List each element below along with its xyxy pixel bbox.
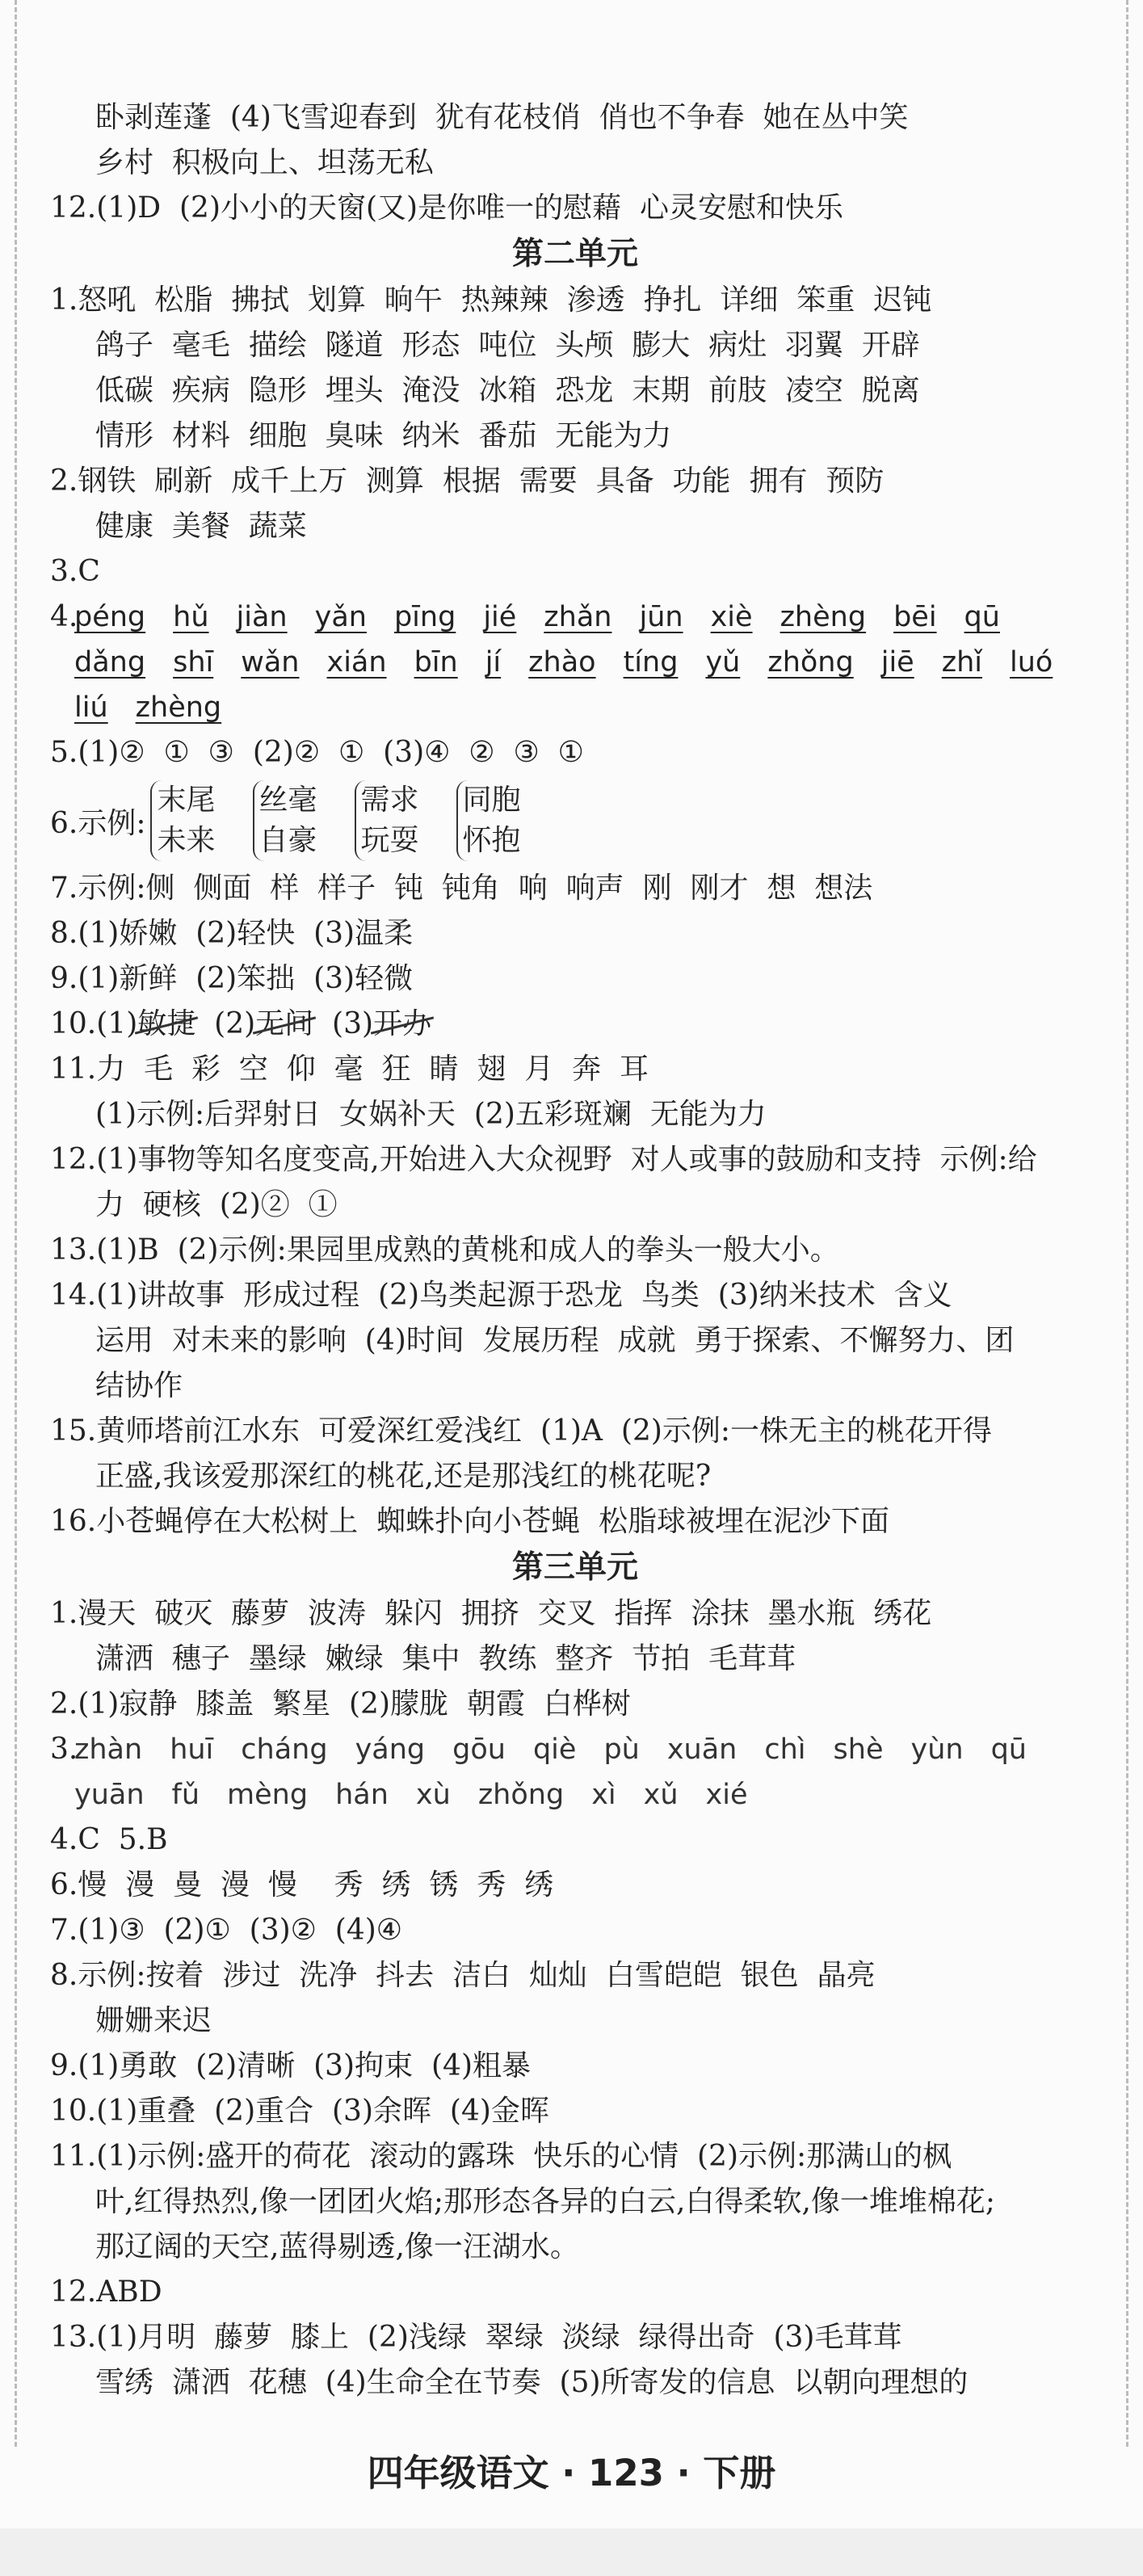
pinyin-row xyxy=(74,1772,1054,1817)
answer-line: 潇洒 穗子 墨绿 嫩绿 集中 教练 整齐 节拍 毛茸茸 xyxy=(95,1642,796,1675)
q6-word: 玩耍 xyxy=(360,824,419,857)
pinyin-syllable: yùn xyxy=(910,1733,964,1766)
q10-sep-1: (2) xyxy=(195,1007,256,1040)
answer-line: 13.(1)月明 藤萝 膝上 (2)浅绿 翠绿 淡绿 绿得出奇 (3)毛茸茸 xyxy=(50,2321,902,2354)
answer-line: 12.(1)D (2)小小的天窗(又)是你唯一的慰藉 心灵安慰和快乐 xyxy=(50,191,843,225)
q6-word: 怀抱 xyxy=(462,824,521,857)
answer-line: 雪绣 潇洒 花穗 (4)生命全在节奏 (5)所寄发的信息 以朝向理想的 xyxy=(95,2366,969,2399)
q10-answer-2: 无间 xyxy=(255,1002,313,1047)
pinyin-syllable: shè xyxy=(833,1733,884,1766)
answer-key-content xyxy=(50,95,1100,2406)
q3-label: 3. xyxy=(50,1733,78,1766)
pinyin-syllable: zhèng xyxy=(135,691,222,724)
answer-line: 正盛,我该爱那深红的桃花,还是那浅红的桃花呢? xyxy=(95,1460,712,1493)
pinyin-syllable: tíng xyxy=(623,646,679,679)
q6-brace-groups xyxy=(150,780,557,861)
pinyin-syllable: chì xyxy=(764,1733,806,1766)
answer-line: 10.(1)重叠 (2)重合 (3)余晖 (4)金晖 xyxy=(50,2095,549,2128)
pinyin-syllable: xián xyxy=(326,646,387,679)
answer-line: 健康 美餐 蔬菜 xyxy=(95,510,307,543)
pinyin-syllable: jié xyxy=(483,601,517,633)
q3-pinyin-rows xyxy=(74,1727,1054,1817)
answer-line: 16.小苍蝇停在大松树上 蜘蛛扑向小苍蝇 松脂球被埋在泥沙下面 xyxy=(50,1505,890,1538)
answer-line: 8.(1)娇嫩 (2)轻快 (3)温柔 xyxy=(50,917,414,950)
pinyin-syllable: wǎn xyxy=(241,646,300,679)
pinyin-syllable: mèng xyxy=(227,1779,309,1811)
pinyin-syllable: zhǐ xyxy=(941,646,982,679)
answer-line: 3.C xyxy=(50,555,100,588)
answer-line: 11.(1)示例:盛开的荷花 滚动的露珠 快乐的心情 (2)示例:那满山的枫 xyxy=(50,2140,952,2173)
answer-line: 1.怒吼 松脂 拂拭 划算 晌午 热辣辣 渗透 挣扎 详细 笨重 迟钝 xyxy=(50,284,932,317)
binding-margin-left xyxy=(15,0,17,2447)
answer-line: 力 硬核 (2)② ① xyxy=(95,1188,338,1221)
q6-word: 丝毫 xyxy=(258,784,317,817)
q6-word: 未来 xyxy=(157,824,216,857)
pinyin-syllable: jí xyxy=(485,646,502,679)
pinyin-syllable: pù xyxy=(603,1733,640,1766)
pinyin-syllable: jūn xyxy=(639,601,683,633)
pinyin-row xyxy=(74,640,1080,685)
page-footer: 四年级语文 · 123 · 下册 xyxy=(367,2452,776,2494)
unit2-answers-part2 xyxy=(50,866,1100,1002)
answer-line: 11.力 毛 彩 空 仰 毫 狂 睛 翅 月 奔 耳 xyxy=(50,1053,649,1086)
pinyin-syllable: zhǒng xyxy=(767,646,854,679)
pinyin-syllable: hǔ xyxy=(173,601,209,633)
unit2-answers-part1 xyxy=(50,278,1100,595)
q10-answer-3: 开办 xyxy=(373,1002,431,1047)
pinyin-syllable: jiē xyxy=(880,646,914,679)
answer-line: 鸽子 毫毛 描绘 隧道 形态 吨位 头颅 膨大 病灶 羽翼 开辟 xyxy=(95,329,920,362)
q6-word-pair xyxy=(150,780,215,861)
pinyin-syllable: bēi xyxy=(893,601,937,633)
pinyin-syllable: yáng xyxy=(355,1733,426,1766)
pinyin-syllable: xì xyxy=(591,1779,616,1811)
answer-line: 乡村 积极向上、坦荡无私 xyxy=(95,146,434,179)
unit2-heading: 第二单元 xyxy=(511,236,638,272)
answer-line: 9.(1)新鲜 (2)笨拙 (3)轻微 xyxy=(50,962,414,995)
pinyin-syllable: xuān xyxy=(666,1733,737,1766)
answer-line: 9.(1)勇敢 (2)清晰 (3)拘束 (4)粗暴 xyxy=(50,2049,531,2082)
pinyin-syllable: luó xyxy=(1009,646,1053,679)
pinyin-syllable: zhǒng xyxy=(477,1779,565,1811)
pinyin-syllable: cháng xyxy=(241,1733,328,1766)
answer-line: 姗姗来迟 xyxy=(95,2004,212,2037)
answer-line: 6.慢 漫 曼 漫 慢 秀 绣 锈 秀 绣 xyxy=(50,1868,554,1902)
answer-line: 叶,红得热烈,像一团团火焰;那形态各异的白云,白得柔软,像一堆堆棉花; xyxy=(95,2185,996,2218)
q6-word-pair xyxy=(253,780,317,861)
pinyin-syllable: huī xyxy=(170,1733,214,1766)
binding-margin-right xyxy=(1126,0,1128,2447)
q10-prefix: 10.(1) xyxy=(50,1007,138,1040)
pinyin-syllable: hán xyxy=(335,1779,389,1811)
answer-line: 12.(1)事物等知名度变高,开始进入大众视野 对人或事的鼓励和支持 示例:给 xyxy=(50,1143,1037,1176)
pinyin-syllable: dǎng xyxy=(74,646,146,679)
unit2-q4-pinyin xyxy=(50,595,1100,730)
q4-label: 4. xyxy=(50,600,78,633)
pinyin-row xyxy=(74,1727,1054,1772)
pinyin-row xyxy=(74,685,1080,730)
answer-line: 7.示例:侧 侧面 样 样子 钝 钝角 响 响声 刚 刚才 想 想法 xyxy=(50,872,873,905)
answer-line: 8.示例:按着 涉过 洗净 抖去 洁白 灿灿 白雪皑皑 银色 晶亮 xyxy=(50,1959,876,1992)
answer-line: (1)示例:后羿射日 女娲补天 (2)五彩斑斓 无能为力 xyxy=(95,1098,767,1131)
pinyin-syllable: qū xyxy=(990,1733,1027,1766)
answer-line: 运用 对未来的影响 (4)时间 发展历程 成就 勇于探索、不懈努力、团 xyxy=(95,1324,1015,1357)
pinyin-syllable: fǔ xyxy=(171,1779,200,1811)
pinyin-syllable: yǔ xyxy=(705,646,741,679)
pinyin-syllable: xù xyxy=(415,1779,451,1811)
pinyin-syllable: qiè xyxy=(532,1733,577,1766)
q6-word: 同胞 xyxy=(462,784,521,817)
unit2-q5: 5.(1)② ① ③ (2)② ① (3)④ ② ③ ① xyxy=(50,736,584,769)
answer-line: 低碳 疾病 隐形 埋头 淹没 冰箱 恐龙 末期 前肢 凌空 脱离 xyxy=(95,374,920,407)
answer-line: 2.(1)寂静 膝盖 繁星 (2)朦胧 朝霞 白桦树 xyxy=(50,1687,631,1721)
previous-unit-tail xyxy=(50,95,1100,231)
pinyin-syllable: jiàn xyxy=(236,601,288,633)
q10-answer-1: 敏捷 xyxy=(137,1002,195,1047)
answer-line: 1.漫天 破灭 藤萝 波涛 躲闪 拥挤 交叉 指挥 涂抹 墨水瓶 绣花 xyxy=(50,1597,932,1630)
unit3-heading: 第三单元 xyxy=(511,1549,638,1586)
bottom-scan-band xyxy=(0,2528,1143,2576)
pinyin-syllable: zhào xyxy=(528,646,596,679)
unit3-answers-part1 xyxy=(50,1591,1100,1727)
q6-word: 末尾 xyxy=(157,784,216,817)
answer-line: 2.钢铁 刷新 成千上万 测算 根据 需要 具备 功能 拥有 预防 xyxy=(50,464,885,498)
answer-line: 7.(1)③ (2)① (3)② (4)④ xyxy=(50,1914,403,1947)
q6-word: 自豪 xyxy=(258,824,317,857)
pinyin-syllable: xié xyxy=(705,1779,748,1811)
answer-line: 那辽阔的天空,蓝得剔透,像一汪湖水。 xyxy=(95,2230,579,2263)
unit2-q10 xyxy=(50,1002,1100,1047)
pinyin-syllable: xiè xyxy=(710,601,753,633)
pinyin-syllable: péng xyxy=(74,601,146,633)
answer-line: 卧剥莲蓬 (4)飞雪迎春到 犹有花枝俏 俏也不争春 她在丛中笑 xyxy=(95,101,909,134)
q10-sep-2: (3) xyxy=(313,1007,374,1040)
unit2-answers-part3 xyxy=(50,1047,1100,1544)
unit3-answers-part2 xyxy=(50,1817,1100,2406)
q6-word-pair xyxy=(355,780,419,861)
q6-label: 6.示例: xyxy=(50,806,146,840)
unit3-q3-pinyin xyxy=(50,1727,1100,1817)
pinyin-syllable: shī xyxy=(173,646,214,679)
pinyin-syllable: xǔ xyxy=(643,1779,679,1811)
pinyin-syllable: gōu xyxy=(452,1733,506,1766)
answer-line: 情形 材料 细胞 臭味 纳米 番茄 无能为力 xyxy=(95,419,672,452)
pinyin-syllable: qū xyxy=(964,601,1000,633)
pinyin-row xyxy=(74,595,1080,640)
pinyin-syllable: pīng xyxy=(393,601,456,633)
answer-line: 12.ABD xyxy=(50,2276,162,2309)
pinyin-syllable: zhàn xyxy=(74,1733,143,1766)
pinyin-syllable: yuān xyxy=(74,1779,145,1811)
pinyin-syllable: zhèng xyxy=(780,601,867,633)
q4-pinyin-rows xyxy=(74,595,1080,730)
unit2-q6 xyxy=(50,775,1100,866)
pinyin-syllable: zhǎn xyxy=(544,601,612,633)
pinyin-syllable: liú xyxy=(74,691,108,724)
pinyin-syllable: bīn xyxy=(414,646,458,679)
answer-line: 13.(1)B (2)示例:果园里成熟的黄桃和成人的拳头一般大小。 xyxy=(50,1233,839,1267)
answer-line: 结协作 xyxy=(95,1369,183,1402)
answer-line: 4.C 5.B xyxy=(50,1823,168,1856)
pinyin-syllable: yǎn xyxy=(314,601,367,633)
q6-word: 需求 xyxy=(360,784,419,817)
q6-word-pair xyxy=(456,780,521,861)
answer-line: 14.(1)讲故事 形成过程 (2)鸟类起源于恐龙 鸟类 (3)纳米技术 含义 xyxy=(50,1279,952,1312)
answer-line: 15.黄师塔前江水东 可爱深红爱浅红 (1)A (2)示例:一株无主的桃花开得 xyxy=(50,1414,993,1448)
